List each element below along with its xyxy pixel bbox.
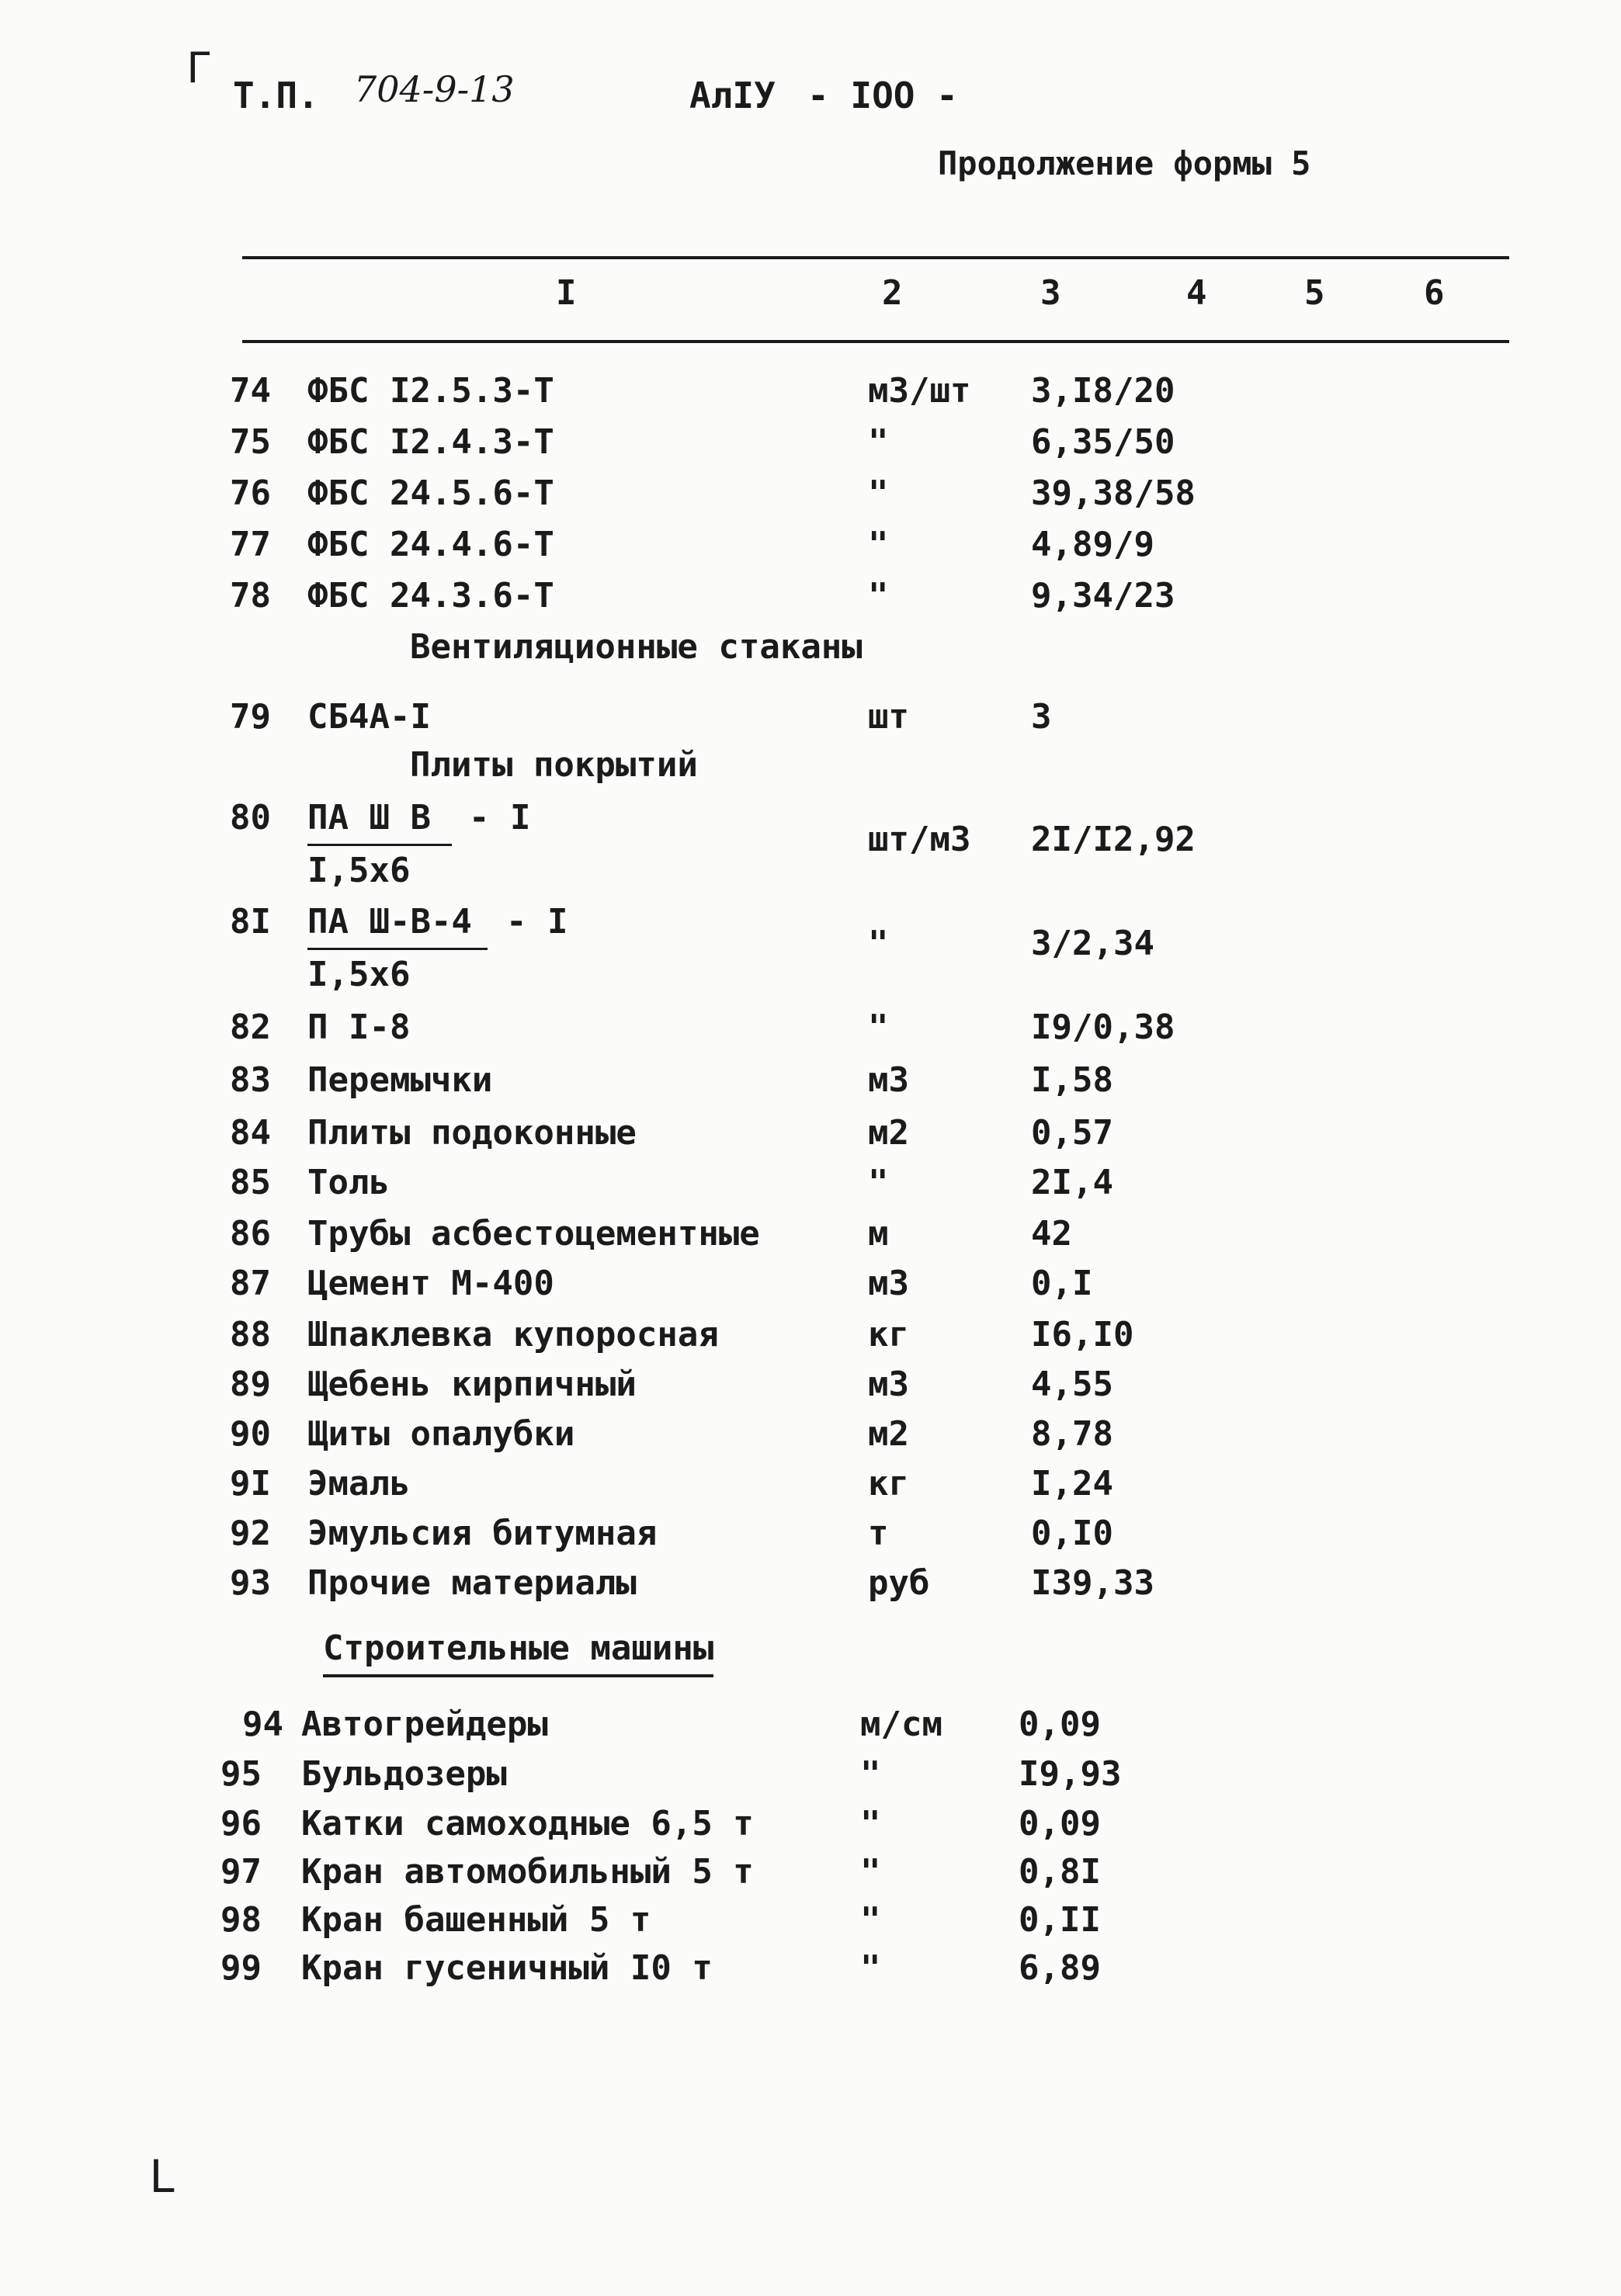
row-unit: " <box>868 525 889 564</box>
row-name: ФБС I2.5.3-Т <box>307 371 554 411</box>
col-header-2: 2 <box>882 273 903 313</box>
row-name-suffix: - I <box>506 902 568 942</box>
row-number: 90 <box>230 1414 271 1454</box>
row-name-suffix: - I <box>469 798 531 838</box>
row-quantity: 42 <box>1031 1214 1072 1254</box>
row-number: 94 <box>242 1705 283 1744</box>
row-unit: " <box>868 576 889 616</box>
row-number: 86 <box>230 1214 271 1254</box>
row-number: 99 <box>220 1948 262 1988</box>
tp-number: 704-9-13 <box>354 68 515 110</box>
tp-prefix: Т.П. <box>233 75 319 116</box>
row-quantity: 3/2,34 <box>1031 924 1154 963</box>
row-name: Кран башенный 5 т <box>301 1900 651 1940</box>
row-quantity: I6,I0 <box>1031 1315 1134 1354</box>
col-header-6: 6 <box>1424 273 1445 313</box>
row-name: Автогрейдеры <box>301 1705 548 1744</box>
row-unit: " <box>860 1754 881 1794</box>
table-top-rule <box>242 256 1509 259</box>
row-name: Катки самоходные 6,5 т <box>301 1804 754 1843</box>
row-number: 77 <box>230 525 271 564</box>
row-quantity: 0,09 <box>1019 1705 1101 1744</box>
row-number: 79 <box>230 697 271 737</box>
row-number: 78 <box>230 576 271 616</box>
row-number: 98 <box>220 1900 262 1940</box>
row-quantity: 4,89/9 <box>1031 525 1154 564</box>
row-name: Кран гусеничный I0 т <box>301 1948 713 1988</box>
row-unit: " <box>860 1852 881 1892</box>
row-quantity: 2I,4 <box>1031 1163 1113 1202</box>
row-unit: м3 <box>868 1365 909 1404</box>
row-name: Прочие материалы <box>307 1563 637 1603</box>
row-quantity: I,24 <box>1031 1464 1113 1503</box>
row-unit: м2 <box>868 1113 909 1153</box>
row-unit: шт <box>868 697 909 737</box>
row-name: Плиты подоконные <box>307 1113 637 1153</box>
row-number: 96 <box>220 1804 262 1843</box>
row-quantity: 6,35/50 <box>1031 422 1175 462</box>
row-unit: м3 <box>868 1060 909 1100</box>
row-unit: м <box>868 1214 889 1254</box>
row-number: 93 <box>230 1563 271 1603</box>
row-name: Эмульсия битумная <box>307 1514 658 1553</box>
row-number: 82 <box>230 1008 271 1047</box>
row-number: 85 <box>230 1163 271 1202</box>
row-number: 9I <box>230 1464 271 1503</box>
row-number: 89 <box>230 1365 271 1404</box>
row-name: Щебень кирпичный <box>307 1365 637 1404</box>
row-number: 97 <box>220 1852 262 1892</box>
row-unit: м3/шт <box>868 371 971 411</box>
row-unit: руб <box>868 1563 930 1603</box>
row-number: 84 <box>230 1113 271 1153</box>
row-unit: " <box>860 1804 881 1843</box>
section-title-machines: Строительные машины <box>323 1628 713 1677</box>
row-name: Щиты опалубки <box>307 1414 575 1454</box>
row-number: 80 <box>230 798 271 838</box>
corner-mark-bottom: L <box>149 2150 176 2203</box>
row-unit: кг <box>868 1464 909 1503</box>
row-name: Цемент М-400 <box>307 1264 554 1303</box>
row-number: 87 <box>230 1264 271 1303</box>
row-unit: кг <box>868 1315 909 1354</box>
fraction-numerator: ПА Ш-В-4 <box>307 902 488 950</box>
row-name: Бульдозеры <box>301 1754 507 1794</box>
row-quantity: 9,34/23 <box>1031 576 1175 616</box>
row-quantity: 0,II <box>1019 1900 1101 1940</box>
row-quantity: 0,8I <box>1019 1852 1101 1892</box>
col-header-4: 4 <box>1186 273 1207 313</box>
row-number: 75 <box>230 422 271 462</box>
row-unit: " <box>860 1948 881 1988</box>
fraction-denominator: I,5х6 <box>307 851 411 890</box>
row-name: Шпаклевка купоросная <box>307 1315 719 1354</box>
row-name: СБ4А-I <box>307 697 431 737</box>
row-quantity: 4,55 <box>1031 1365 1113 1404</box>
col-header-1: I <box>556 273 577 313</box>
row-unit: " <box>868 1008 889 1047</box>
row-quantity: 6,89 <box>1019 1948 1101 1988</box>
row-name: ФБС 24.5.6-Т <box>307 473 554 513</box>
table-header-rule <box>242 340 1509 343</box>
row-number: 8I <box>230 902 271 942</box>
row-quantity: 0,09 <box>1019 1804 1101 1843</box>
row-name: Кран автомобильный 5 т <box>301 1852 754 1892</box>
row-number: 83 <box>230 1060 271 1100</box>
corner-mark-top: Г <box>186 43 212 92</box>
row-quantity: I9/0,38 <box>1031 1008 1175 1047</box>
row-name: ФБС I2.4.3-Т <box>307 422 554 462</box>
row-quantity: 0,57 <box>1031 1113 1113 1153</box>
row-unit: " <box>868 422 889 462</box>
row-unit: шт/м3 <box>868 820 971 859</box>
row-name: Толь <box>307 1163 390 1202</box>
page-number: - IOO - <box>807 75 958 116</box>
row-quantity: I,58 <box>1031 1060 1113 1100</box>
row-name: Трубы асбестоцементные <box>307 1214 760 1254</box>
album-code: АлIУ <box>689 75 776 116</box>
row-name: Перемычки <box>307 1060 493 1100</box>
col-header-5: 5 <box>1304 273 1325 313</box>
row-unit: м2 <box>868 1414 909 1454</box>
row-number: 88 <box>230 1315 271 1354</box>
row-number: 76 <box>230 473 271 513</box>
row-unit: м3 <box>868 1264 909 1303</box>
row-quantity: 8,78 <box>1031 1414 1113 1454</box>
fraction-numerator: ПА Ш В <box>307 798 452 846</box>
row-quantity: 0,I <box>1031 1264 1093 1303</box>
row-name: ФБС 24.3.6-Т <box>307 576 554 616</box>
row-unit: т <box>868 1514 889 1553</box>
col-header-3: 3 <box>1040 273 1061 313</box>
row-name: П I-8 <box>307 1008 411 1047</box>
fraction-denominator: I,5х6 <box>307 955 411 994</box>
row-quantity: 2I/I2,92 <box>1031 820 1196 859</box>
row-quantity: I9,93 <box>1019 1754 1122 1794</box>
row-name: ФБС 24.4.6-Т <box>307 525 554 564</box>
row-unit: " <box>868 924 889 963</box>
row-number: 92 <box>230 1514 271 1553</box>
row-quantity: 0,I0 <box>1031 1514 1113 1553</box>
form-subtitle: Продолжение формы 5 <box>938 144 1311 182</box>
row-unit: " <box>860 1900 881 1940</box>
row-unit: " <box>868 473 889 513</box>
row-quantity: I39,33 <box>1031 1563 1154 1603</box>
row-name: Эмаль <box>307 1464 411 1503</box>
row-unit: " <box>868 1163 889 1202</box>
row-quantity: 3,I8/20 <box>1031 371 1175 411</box>
row-quantity: 3 <box>1031 697 1052 737</box>
section-title-ventilation: Вентиляционные стаканы <box>410 627 863 667</box>
row-number: 95 <box>220 1754 262 1794</box>
row-quantity: 39,38/58 <box>1031 473 1196 513</box>
row-number: 74 <box>230 371 271 411</box>
row-unit: м/см <box>860 1705 942 1744</box>
section-title-plates: Плиты покрытий <box>410 745 698 785</box>
